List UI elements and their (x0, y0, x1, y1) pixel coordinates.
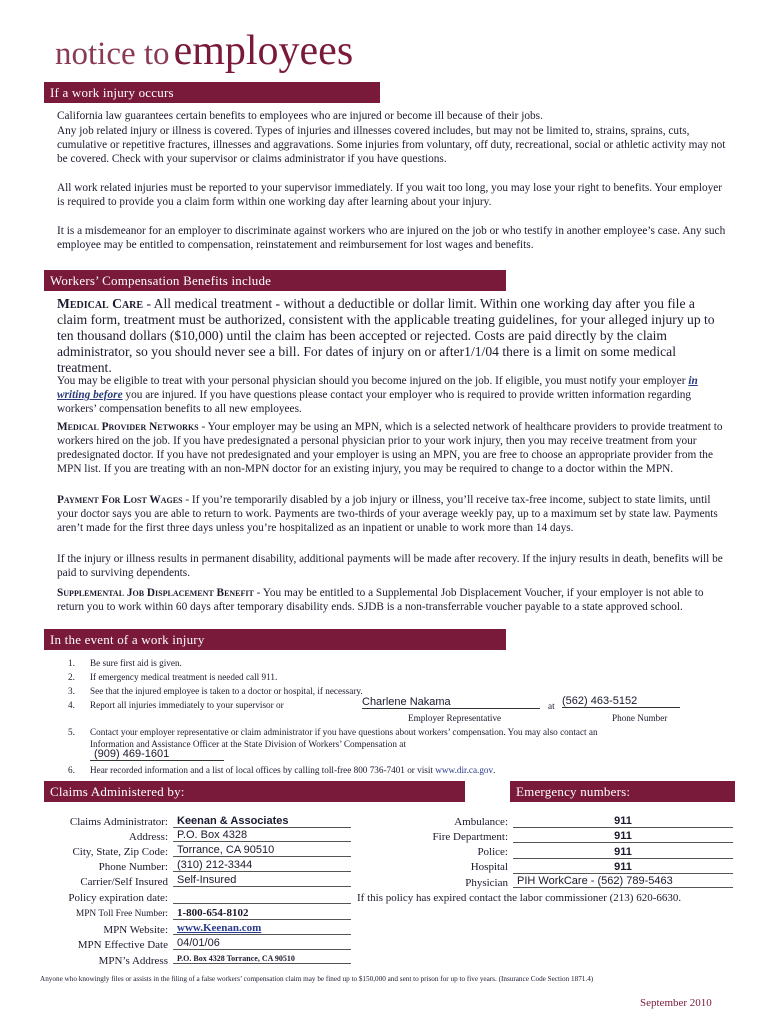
section-bar-work-injury: If a work injury occurs (44, 82, 380, 103)
fire-department-value: 911 (513, 830, 733, 843)
representative-phone-field: (562) 463-5152 (562, 695, 680, 708)
claims-administrator-label: Claims Administrator: (69, 816, 168, 828)
mpn-effective-date-label: MPN Effective Date (77, 939, 168, 951)
lost-wages-text: - If you’re temporarily disabled by a job injury or illness, you’ll receive tax-free income, subject to state limits, until your doctor says you are able to return to work. Payments are two-thirds of your average weekly pay, up to a maximum set by state law. Payments aren’t made for the first three days unless you’re hospitalized as an inpatient or unable to work more than 14 days. (57, 494, 718, 534)
mpn-toll-free-value: 1-800-654-8102 (173, 907, 351, 920)
city-state-zip-value: Torrance, CA 90510 (173, 844, 351, 857)
physician-text-b: you are injured. If you have questions please contact your employer who is required to provide written information regarding workers’ compensation benefits to all new employees. (57, 389, 692, 415)
police-value: 911 (513, 846, 733, 859)
physician-value: PIH WorkCare - (562) 789-5463 (513, 875, 733, 888)
expired-policy-note: If this policy has expired contact the labor commissioner (213) 620-6630. (357, 892, 682, 904)
lost-wages-heading: Payment For Lost Wages (57, 494, 183, 506)
dir-website-link[interactable]: www.dir.ca.gov (435, 765, 494, 775)
hospital-value: 911 (513, 861, 733, 874)
fraud-notice: Anyone who knowingly files or assists in the filing of a false workers’ compensation claim may be fined up to $150,000 and sent to prison for up to five years. (Insurance Code Section 1871.4) (40, 975, 594, 983)
title-part2: employees (173, 28, 354, 74)
mpn-toll-free-label: MPN Toll Free Number: (75, 909, 168, 919)
policy-expiration-value (173, 890, 351, 904)
disability-paragraph: If the injury or illness results in permanent disability, additional payments will be made after recovery. If the injury results in death, benefits will be paid to surviving dependents. (57, 553, 723, 579)
intro-paragraph-1: California law guarantees certain benefits to employees who are injured or become ill because of their jobs. (57, 110, 543, 122)
employer-representative-caption: Employer Representative (408, 713, 502, 723)
address-label: Address: (128, 831, 168, 843)
step-item: 1. Be sure first aid is given. (68, 658, 182, 668)
step-item: 3. See that the injured employee is taken to a doctor or hospital, if necessary. (68, 686, 363, 696)
medical-care-paragraph (57, 296, 727, 376)
sjdb-paragraph (57, 586, 727, 614)
section-bar-claims: Claims Administered by: (44, 781, 465, 802)
section-bar-benefits: Workers’ Compensation Benefits include (44, 270, 506, 291)
dwc-phone-field: (909) 469-1601 (90, 748, 224, 761)
ambulance-label: Ambulance: (454, 816, 508, 828)
title-part1: notice to (55, 36, 170, 72)
ambulance-value: 911 (513, 815, 733, 828)
at-label: at (548, 701, 555, 711)
mpn-address-value: P.O. Box 4328 Torrance, CA 90510 (173, 954, 351, 964)
employer-representative-field: Charlene Nakama (362, 696, 540, 709)
medical-care-text: - All medical treatment - without a deductible or dollar limit. Within one working day after you file a claim form, treatment must be authorized, consistent with the applicable treating guidelines, for your alleged injury up to ten thousand dollars ($10,000) until the claim has been accepted or rejected. Costs are paid directly by the claim administrator, so you should never see a bill. For dates of injury on or after1/1/04 there is a limit on some medical treatment. (57, 296, 715, 375)
step-item: 2. If emergency medical treatment is needed call 911. (68, 672, 278, 682)
mpn-paragraph (57, 420, 727, 476)
mpn-heading: Medical Provider Networks (57, 421, 199, 433)
step-item: 5. Contact your employer representative or claim administrator if you have questions about workers’ compensation. You may also contact an (68, 727, 598, 737)
mpn-website-link[interactable]: www.Keenan.com (177, 922, 262, 934)
address-value: P.O. Box 4328 (173, 829, 351, 842)
mpn-address-label: MPN’s Address (98, 955, 168, 967)
medical-care-heading: Medical Care (57, 296, 144, 311)
police-label: Police: (477, 846, 508, 858)
step-item-continued: Information and Assistance Officer at the State Division of Workers’ Compensation at (90, 739, 406, 749)
section-bar-event: In the event of a work injury (44, 629, 506, 650)
carrier-value: Self-Insured (173, 874, 351, 887)
physician-label: Physician (465, 877, 508, 889)
phone-number-caption: Phone Number (612, 713, 668, 723)
document-date: September 2010 (640, 997, 712, 1009)
phone-number-label: Phone Number: (98, 861, 168, 873)
intro-paragraph-3: All work related injuries must be reported to your supervisor immediately. If you wait too long, you may lose your right to benefits. Your employer is required to provide you a claim form within one working day after learning about your injury. (57, 182, 723, 208)
lost-wages-paragraph (57, 493, 727, 535)
mpn-website-value (173, 922, 351, 935)
claims-administrator-value: Keenan & Associates (173, 815, 351, 828)
policy-expiration-label: Policy expiration date: (68, 892, 168, 904)
intro-paragraph-4: It is a misdemeanor for an employer to discriminate against workers who are injured on the job or who testify in another employee’s case. Any such employee may be entitled to compensation, reinstatement and reimbursement for lost wages and benefits. (57, 225, 726, 251)
sjdb-text: - You may be entitled to a Supplemental Job Displacement Voucher, if your employer is not able to return you to work within 60 days after temporary disability ends. SJDB is a non-transferrable voucher payable to a state approved school. (57, 587, 704, 613)
in-writing-before: in writing before (57, 375, 698, 401)
page-title (55, 30, 353, 72)
mpn-effective-date-value: 04/01/06 (173, 937, 351, 950)
mpn-website-label: MPN Website: (103, 924, 168, 936)
mpn-text: - Your employer may be using an MPN, which is a selected network of healthcare providers to provide treatment to workers hired on the job. If you have predesignated a personal physician prior to your work injury, then you may receive treatment from your predesignated doctor. If you have not predesignated and your employer is using an MPN, you are free to choose an appropriate provider from the MPN list. If you are treating with an non-MPN doctor for an existing injury, you may be required to change to a doctor within the MPN. (57, 421, 723, 475)
phone-number-value: (310) 212-3344 (173, 859, 351, 872)
personal-physician-paragraph (57, 374, 727, 416)
intro-paragraph-2: Any job related injury or illness is covered. Types of injuries and illnesses covered includes, but may not be limited to, strains, sprains, cuts, cumulative or repetitive fractures, illnesses and aggravations. Some injuries from voluntary, off duty, recreational, social or athletic activity may not be covered. Check with your supervisor or claims administrator if you have questions. (57, 125, 726, 165)
fire-department-label: Fire Department: (432, 831, 508, 843)
sjdb-heading: Supplemental Job Displacement Benefit (57, 587, 254, 599)
hospital-label: Hospital (470, 861, 508, 873)
carrier-label: Carrier/Self Insured (80, 876, 168, 888)
city-state-zip-label: City, State, Zip Code: (72, 846, 168, 858)
step-item: 6. Hear recorded information and a list of local offices by calling toll-free 800 736-7401 or visit www.dir.ca.gov. (68, 765, 496, 775)
step-item: 4. Report all injuries immediately to your supervisor or (68, 700, 284, 710)
physician-text-a: You may be eligible to treat with your personal physician should you become injured on the job. If eligible, you must notify your employer (57, 375, 689, 387)
section-bar-emergency: Emergency numbers: (510, 781, 735, 802)
